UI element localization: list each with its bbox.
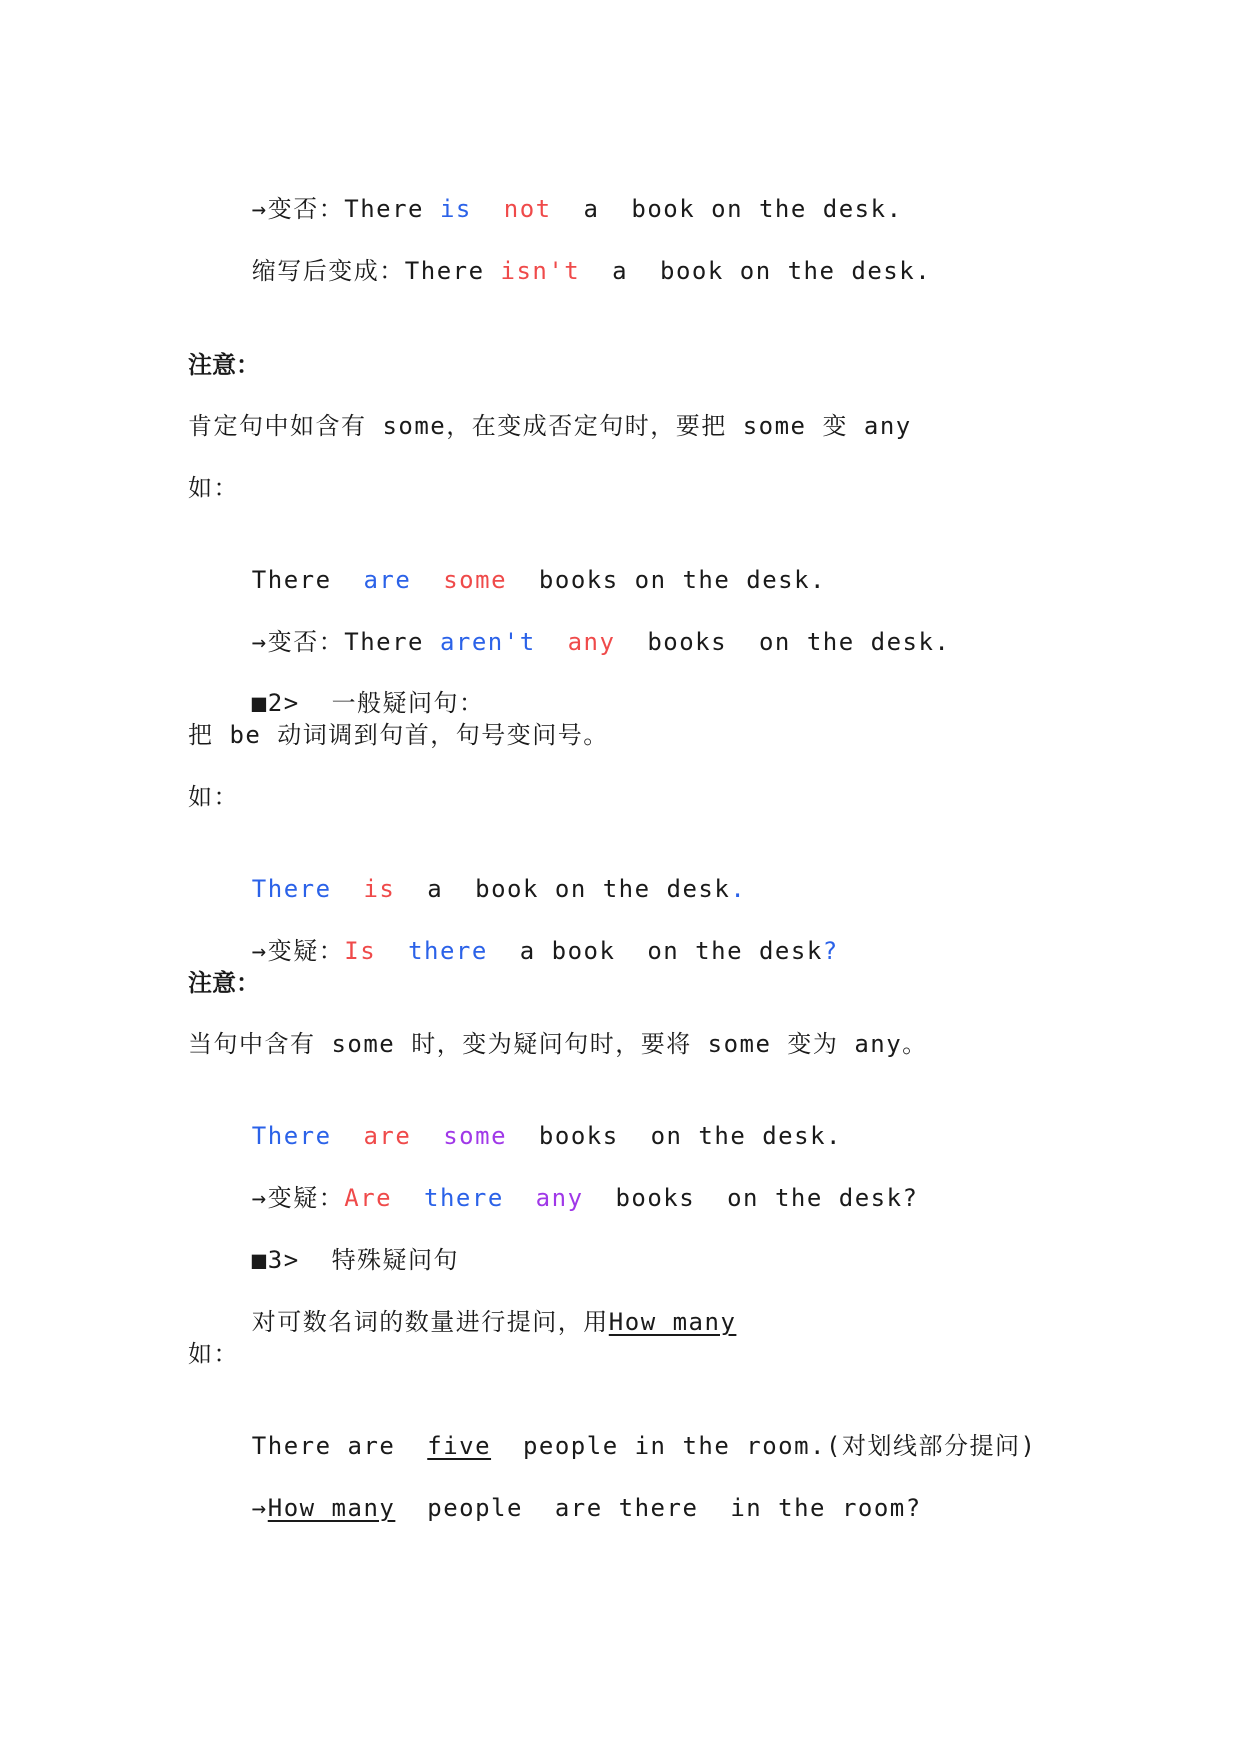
there-are-some-example: There are some books on the desk.: [251, 1122, 842, 1150]
question-example-1: →变疑：Is there a book on the desk?: [251, 937, 839, 965]
note-rule-some-any: 肯定句中如含有 some，在变成否定句时，要把 some 变 any: [188, 412, 912, 440]
square-bullet-icon: ■: [251, 689, 268, 717]
negation-example-1: →变否：There is not a book on the desk.: [251, 195, 903, 223]
square-bullet-icon: ■: [251, 1246, 268, 1274]
arrow-icon: →: [251, 1184, 268, 1212]
how-many-question-example: →How many people are there in the room?: [251, 1494, 922, 1522]
question-example-2: →变疑：Are there any books on the desk?: [251, 1184, 919, 1212]
example-label-1: 如：: [188, 474, 239, 502]
section-heading-special-question: ■3> 特殊疑问句: [251, 1246, 460, 1274]
note-heading-2: 注意：: [188, 969, 260, 997]
contraction-example: 缩写后变成：There isn't a book on the desk.: [251, 257, 932, 285]
arrow-icon: →: [251, 195, 268, 223]
note-rule-question-some-any: 当句中含有 some 时，变为疑问句时，要将 some 变为 any。: [188, 1030, 928, 1058]
there-are-five-example: There are five people in the room.(对划线部分提问): [251, 1432, 1037, 1460]
there-is-example: There is a book on the desk.: [251, 875, 747, 903]
negation-example-2: →变否：There aren't any books on the desk.: [251, 628, 951, 656]
rule-how-many: 对可数名词的数量进行提问，用How many: [251, 1308, 737, 1336]
arrow-icon: →: [251, 937, 268, 965]
example-label-2: 如：: [188, 783, 239, 811]
section-heading-general-question: ■2> 一般疑问句：: [251, 689, 485, 717]
rule-be-verb: 把 be 动词调到句首，句号变问号。: [188, 721, 609, 749]
some-example: There are some books on the desk.: [251, 566, 827, 594]
note-heading-1: 注意：: [188, 351, 260, 379]
arrow-icon: →: [251, 1494, 268, 1522]
arrow-icon: →: [251, 628, 268, 656]
example-label-3: 如：: [188, 1340, 239, 1368]
